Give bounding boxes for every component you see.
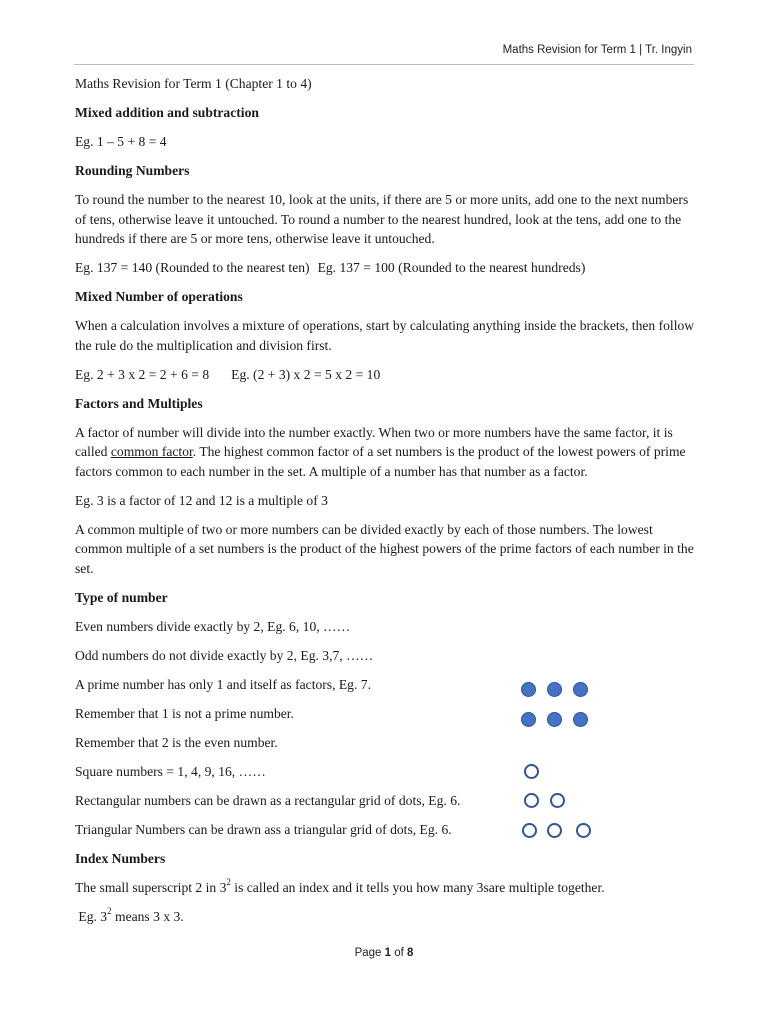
section-heading-factors: Factors and Multiples <box>75 395 203 411</box>
section-heading-operations: Mixed Number of operations <box>75 289 243 304</box>
note-one-not-prime: Remember that 1 is not a prime number. <box>75 705 294 721</box>
type-odd: Odd numbers do not divide exactly by 2, Eg. 3,7, …… <box>75 647 374 663</box>
example-index-part1: Eg. 3 <box>75 908 108 924</box>
footer-of-label: of <box>391 947 408 959</box>
type-prime: A prime number has only 1 and itself as factors, Eg. 7. <box>75 676 371 692</box>
rect-dot <box>521 682 536 697</box>
tri-dot <box>524 793 539 808</box>
section-heading-mixed-addition: Mixed addition and subtraction <box>75 105 259 120</box>
page-footer <box>0 947 768 959</box>
document-body <box>75 74 700 936</box>
example-factors: Eg. 3 is a factor of 12 and 12 is a multiple of 3 <box>75 492 328 508</box>
tri-dot <box>547 823 562 838</box>
footer-page-total: 8 <box>407 947 414 959</box>
paragraph-factors-part2: . The highest common factor of a set numbers is the product of the lowest powers of prime factors common to each number in the set. A multiple of a number has that number as a factor. <box>75 444 686 479</box>
example-rounding <box>75 258 700 278</box>
example-rounding-ten: Eg. 137 = 140 (Rounded to the nearest ten) <box>75 260 310 275</box>
running-header: Maths Revision for Term 1 | Tr. Ingyin <box>502 44 692 56</box>
paragraph-multiples: A common multiple of two or more numbers can be divided exactly by each of those numbers. The lowest common multiple of a set numbers is the product of the highest powers of the prime factors of each number in the set. <box>75 521 694 576</box>
document-title: Maths Revision for Term 1 (Chapter 1 to 4) <box>75 76 312 91</box>
type-even: Even numbers divide exactly by 2, Eg. 6, 10, …… <box>75 618 351 634</box>
paragraph-index <box>75 878 700 898</box>
tri-dot <box>524 764 539 779</box>
example-index <box>75 907 700 927</box>
term-common-factor: common factor <box>110 444 193 459</box>
paragraph-operations: When a calculation involves a mixture of operations, start by calculating anything inside the brackets, then follow the rule do the multiplication and division first. <box>75 318 695 353</box>
rect-dot <box>547 712 562 727</box>
note-two-even: Remember that 2 is the even number. <box>75 734 278 750</box>
paragraph-factors <box>75 423 700 482</box>
section-heading-index: Index Numbers <box>75 850 166 866</box>
example-mixed-addition: Eg. 1 – 5 + 8 = 4 <box>75 134 167 149</box>
example-index-superscript: 2 <box>107 905 112 916</box>
tri-dot <box>576 823 591 838</box>
type-rectangular: Rectangular numbers can be drawn as a rectangular grid of dots, Eg. 6. <box>75 792 461 808</box>
type-triangular: Triangular Numbers can be drawn ass a triangular grid of dots, Eg. 6. <box>75 821 452 837</box>
section-heading-types: Type of number <box>75 589 168 605</box>
index-superscript: 2 <box>226 876 231 887</box>
paragraph-factors-part1: A factor of number will divide into the number exactly. When two or more numbers have the same factor, it is called <box>75 424 673 459</box>
rect-dot <box>521 712 536 727</box>
tri-dot <box>550 793 565 808</box>
rect-dot <box>573 682 588 697</box>
example-operations <box>75 365 700 385</box>
paragraph-index-part2: is called an index and it tells you how many 3sare multiple together. <box>230 879 605 895</box>
rect-dot <box>573 712 588 727</box>
footer-page-label: Page <box>354 947 385 959</box>
paragraph-index-part1: The small superscript 2 in 3 <box>75 879 227 895</box>
rect-dot <box>547 682 562 697</box>
header-divider <box>74 64 694 65</box>
example-index-part2: means 3 x 3. <box>111 908 184 924</box>
example-operations-a: Eg. 2 + 3 x 2 = 2 + 6 = 8 <box>75 366 210 382</box>
example-rounding-hundred: Eg. 137 = 100 (Rounded to the nearest hundreds) <box>317 260 586 275</box>
section-heading-rounding: Rounding Numbers <box>75 163 190 178</box>
footer-page-number: 1 <box>384 947 392 959</box>
tri-dot <box>522 823 537 838</box>
example-operations-b: Eg. (2 + 3) x 2 = 5 x 2 = 10 <box>231 366 381 382</box>
type-square: Square numbers = 1, 4, 9, 16, …… <box>75 763 266 779</box>
paragraph-rounding: To round the number to the nearest 10, look at the units, if there are 5 or more units, add one to the next numbers of tens, otherwise leave it untouched. To round a number to the nearest hundred, look at the tens, add one to the hundreds if there are 5 or more tens, otherwise leave it untouched. <box>75 192 689 246</box>
